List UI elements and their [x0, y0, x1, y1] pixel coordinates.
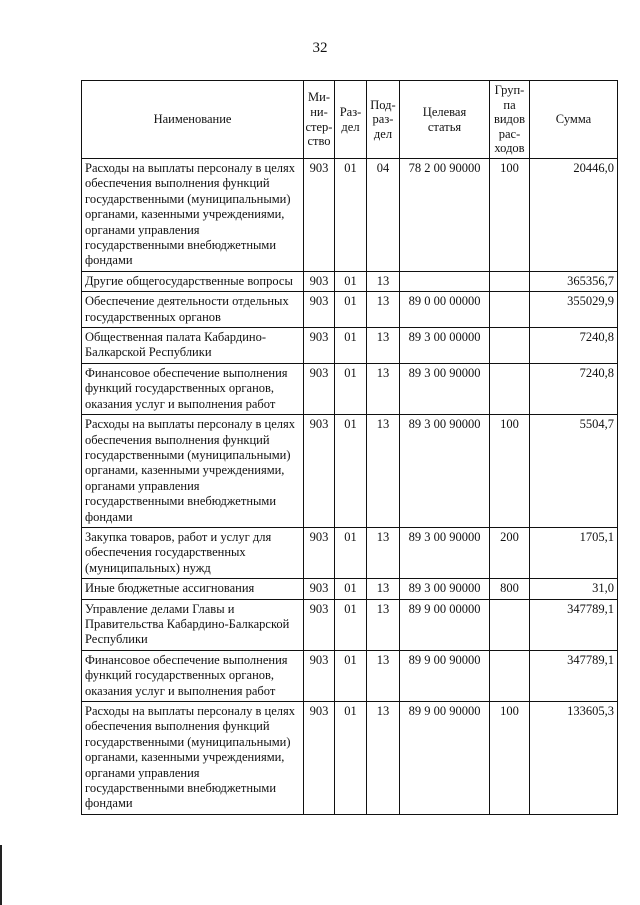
- table-body: [82, 159, 618, 815]
- cell-subsection: 13: [367, 650, 400, 701]
- cell-expense-group: 200: [490, 527, 530, 578]
- table-row: [82, 599, 618, 650]
- cell-name: Управление делами Главы и Правительства Кабардино-Балкарской Республики: [82, 599, 304, 650]
- header-ministry: Ми- ни- стер- ство: [304, 81, 335, 159]
- cell-sum: 5504,7: [530, 415, 618, 528]
- table-row: [82, 328, 618, 364]
- cell-sum: 347789,1: [530, 599, 618, 650]
- cell-section: 01: [335, 328, 367, 364]
- cell-name: Обеспечение деятельности отдельных государственных органов: [82, 292, 304, 328]
- cell-target: 89 3 00 00000: [400, 328, 490, 364]
- cell-subsection: 13: [367, 527, 400, 578]
- cell-section: 01: [335, 159, 367, 272]
- cell-name: Общественная палата Кабардино-Балкарской Республики: [82, 328, 304, 364]
- header-sum: Сумма: [530, 81, 618, 159]
- table-row: [82, 650, 618, 701]
- cell-subsection: 13: [367, 599, 400, 650]
- header-expense-group: Груп- па видов рас- ходов: [490, 81, 530, 159]
- cell-section: 01: [335, 650, 367, 701]
- cell-subsection: 04: [367, 159, 400, 272]
- cell-subsection: 13: [367, 292, 400, 328]
- header-name: Наименование: [82, 81, 304, 159]
- cell-subsection: 13: [367, 271, 400, 291]
- cell-target: 89 3 00 90000: [400, 579, 490, 599]
- cell-sum: 31,0: [530, 579, 618, 599]
- cell-ministry: 903: [304, 702, 335, 815]
- cell-name: Финансовое обеспечение выполнения функций государственных органов, оказания услуг и выполнения работ: [82, 650, 304, 701]
- cell-section: 01: [335, 292, 367, 328]
- header-subsection: Под- раз- дел: [367, 81, 400, 159]
- table-row: [82, 702, 618, 815]
- table-row: [82, 579, 618, 599]
- cell-subsection: 13: [367, 415, 400, 528]
- cell-name: Расходы на выплаты персоналу в целях обеспечения выполнения функций государственными (муниципальными) органами, казенными учреждениями, органами управления государственными внебюджетными фондами: [82, 415, 304, 528]
- cell-target: [400, 271, 490, 291]
- cell-section: 01: [335, 415, 367, 528]
- cell-subsection: 13: [367, 579, 400, 599]
- cell-target: 89 9 00 90000: [400, 702, 490, 815]
- table-header-row: [82, 81, 618, 159]
- cell-expense-group: 100: [490, 415, 530, 528]
- table-row: [82, 415, 618, 528]
- cell-sum: 365356,7: [530, 271, 618, 291]
- cell-ministry: 903: [304, 579, 335, 599]
- cell-ministry: 903: [304, 292, 335, 328]
- cell-target: 89 3 00 90000: [400, 363, 490, 414]
- cell-expense-group: [490, 599, 530, 650]
- table-row: [82, 271, 618, 291]
- cell-target: 89 0 00 00000: [400, 292, 490, 328]
- cell-section: 01: [335, 271, 367, 291]
- cell-section: 01: [335, 599, 367, 650]
- cell-name: Другие общегосударственные вопросы: [82, 271, 304, 291]
- cell-sum: 7240,8: [530, 328, 618, 364]
- cell-sum: 133605,3: [530, 702, 618, 815]
- cell-sum: 20446,0: [530, 159, 618, 272]
- page-number: 32: [312, 40, 328, 56]
- cell-expense-group: 800: [490, 579, 530, 599]
- cell-name: Закупка товаров, работ и услуг для обеспечения государственных (муниципальных) нужд: [82, 527, 304, 578]
- cell-subsection: 13: [367, 702, 400, 815]
- table-row: [82, 527, 618, 578]
- cell-ministry: 903: [304, 650, 335, 701]
- cell-ministry: 903: [304, 271, 335, 291]
- cell-sum: 7240,8: [530, 363, 618, 414]
- scan-edge-mark: [0, 845, 2, 905]
- cell-expense-group: 100: [490, 702, 530, 815]
- cell-name: Расходы на выплаты персоналу в целях обеспечения выполнения функций государственными (муниципальными) органами, казенными учреждениями, органами управления государственными внебюджетными фондами: [82, 702, 304, 815]
- cell-subsection: 13: [367, 363, 400, 414]
- header-target: Целевая статья: [400, 81, 490, 159]
- cell-name: Финансовое обеспечение выполнения функций государственных органов, оказания услуг и выполнения работ: [82, 363, 304, 414]
- cell-ministry: 903: [304, 415, 335, 528]
- cell-section: 01: [335, 702, 367, 815]
- cell-expense-group: [490, 328, 530, 364]
- cell-subsection: 13: [367, 328, 400, 364]
- cell-target: 89 3 00 90000: [400, 415, 490, 528]
- budget-table: [81, 80, 618, 815]
- cell-expense-group: 100: [490, 159, 530, 272]
- table-row: [82, 363, 618, 414]
- cell-name: Расходы на выплаты персоналу в целях обеспечения выполнения функций государственными (муниципальными) органами, казенными учреждениями, органами управления государственными внебюджетными фондами: [82, 159, 304, 272]
- cell-expense-group: [490, 271, 530, 291]
- cell-ministry: 903: [304, 159, 335, 272]
- cell-ministry: 903: [304, 599, 335, 650]
- cell-ministry: 903: [304, 363, 335, 414]
- cell-section: 01: [335, 363, 367, 414]
- cell-name: Иные бюджетные ассигнования: [82, 579, 304, 599]
- cell-section: 01: [335, 579, 367, 599]
- header-section: Раз- дел: [335, 81, 367, 159]
- cell-expense-group: [490, 292, 530, 328]
- table-row: [82, 292, 618, 328]
- cell-expense-group: [490, 363, 530, 414]
- cell-ministry: 903: [304, 328, 335, 364]
- cell-sum: 347789,1: [530, 650, 618, 701]
- cell-target: 89 3 00 90000: [400, 527, 490, 578]
- cell-ministry: 903: [304, 527, 335, 578]
- cell-sum: 355029,9: [530, 292, 618, 328]
- cell-section: 01: [335, 527, 367, 578]
- cell-target: 78 2 00 90000: [400, 159, 490, 272]
- cell-expense-group: [490, 650, 530, 701]
- cell-sum: 1705,1: [530, 527, 618, 578]
- cell-target: 89 9 00 00000: [400, 599, 490, 650]
- cell-target: 89 9 00 90000: [400, 650, 490, 701]
- table-row: [82, 159, 618, 272]
